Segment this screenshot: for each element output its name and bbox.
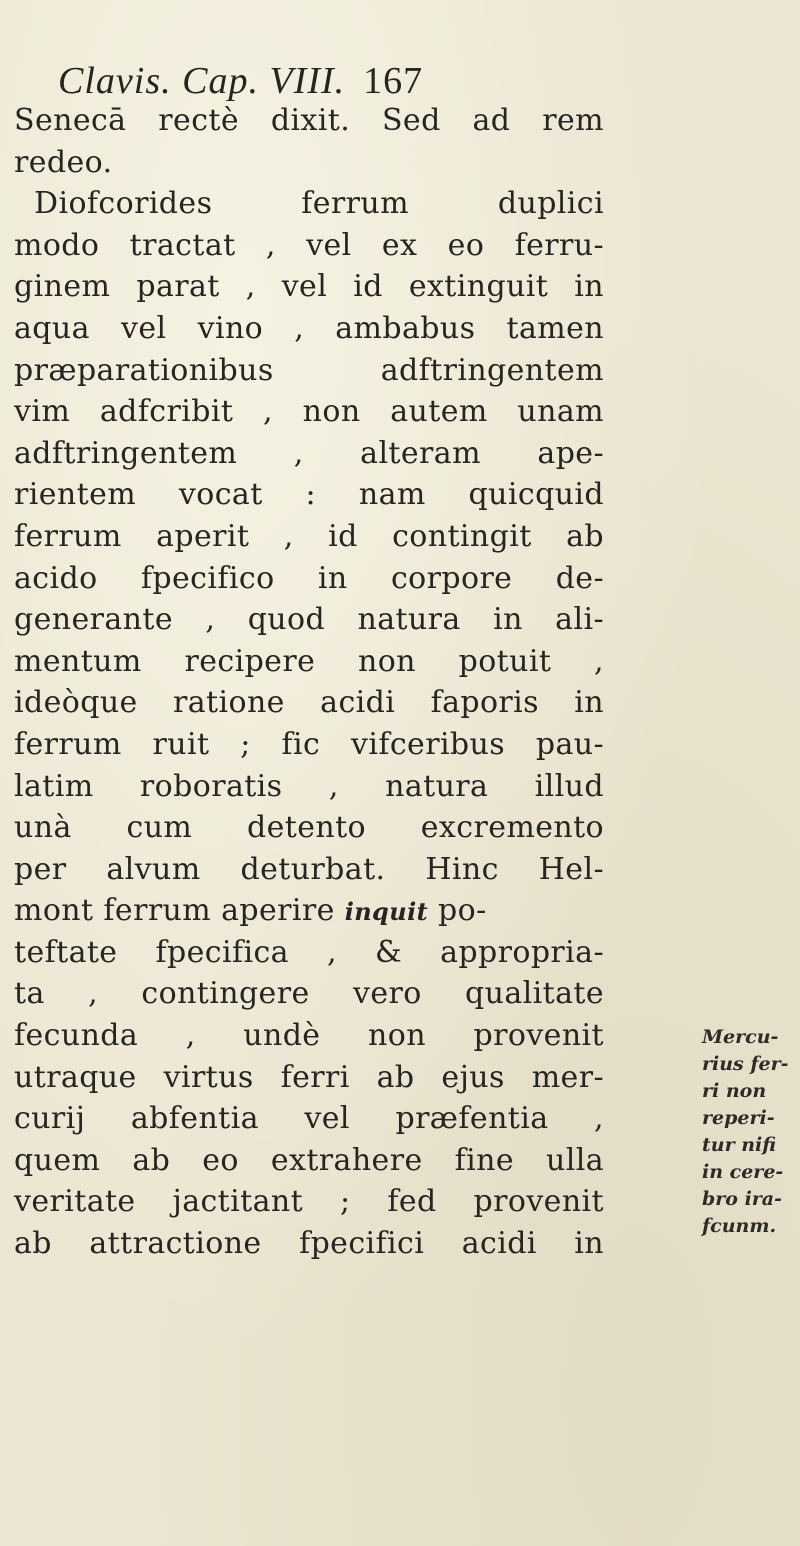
text-line: curij abfentia vel præfentia ,: [14, 1101, 604, 1137]
marginal-note: [702, 1024, 794, 1240]
main-text-block: [14, 100, 604, 1265]
text-line: per alvum deturbat. Hinc Hel-: [14, 851, 604, 887]
marginal-note-line: reperi-: [702, 1107, 775, 1129]
text-line: generante , quod natura in ali-: [14, 602, 604, 638]
text-line: teftate fpecifica , & appropria-: [14, 934, 604, 970]
text-line: ferrum ruit ; fic vifceribus pau-: [14, 726, 604, 762]
text-line: aqua vel vino , ambabus tamen: [14, 310, 604, 346]
text-line-tail: po-: [438, 893, 487, 929]
page-number: 167: [363, 60, 424, 102]
italic-word: inquit: [344, 897, 429, 927]
running-head: [58, 56, 618, 106]
marginal-note-line: ri non: [702, 1080, 767, 1102]
text-line: veritate jactitant ; fed provenit: [14, 1184, 604, 1220]
marginal-note-line: fcunm.: [702, 1215, 777, 1237]
text-line-lead: mont ferrum aperire: [14, 893, 335, 929]
text-line: ab attractione fpecifici acidi in: [14, 1226, 604, 1262]
text-line: vim adfcribit , non autem unam: [14, 394, 604, 430]
text-line: Diofcorides ferrum duplici: [34, 186, 604, 222]
text-line: acido fpecifico in corpore de-: [14, 560, 604, 596]
running-head-title: Clavis. Cap. VIII.: [58, 60, 346, 102]
text-line-with-italic: [14, 890, 604, 932]
text-line: ferrum aperit , id contingit ab: [14, 518, 604, 554]
marginal-note-line: bro ira-: [702, 1188, 783, 1210]
marginal-note-line: in cere-: [702, 1161, 784, 1183]
text-line: ta , contingere vero qualitate: [14, 976, 604, 1012]
text-line: latim roboratis , natura illud: [14, 768, 604, 804]
text-line: utraque virtus ferri ab ejus mer-: [14, 1059, 604, 1095]
text-line: modo tractat , vel ex eo ferru-: [14, 227, 604, 263]
marginal-note-line: rius fer-: [702, 1053, 789, 1075]
marginal-note-line: tur nifi: [702, 1134, 777, 1156]
text-line: unà cum detento excremento: [14, 810, 604, 846]
text-line: fecunda , undè non provenit: [14, 1018, 604, 1054]
text-line: quem ab eo extrahere fine ulla: [14, 1142, 604, 1178]
text-line: ginem parat , vel id extinguit in: [14, 269, 604, 305]
text-line: redeo.: [14, 144, 113, 180]
text-line: Senecā rectè dixit. Sed ad rem: [14, 103, 604, 138]
text-line: præparationibus adftringentem: [14, 352, 604, 388]
text-line: ideòque ratione acidi faporis in: [14, 685, 604, 721]
text-line: mentum recipere non potuit ,: [14, 643, 604, 679]
marginal-note-line: Mercu-: [702, 1026, 779, 1048]
text-line: adftringentem , alteram ape-: [14, 435, 604, 471]
text-line: rientem vocat : nam quicquid: [14, 477, 604, 513]
